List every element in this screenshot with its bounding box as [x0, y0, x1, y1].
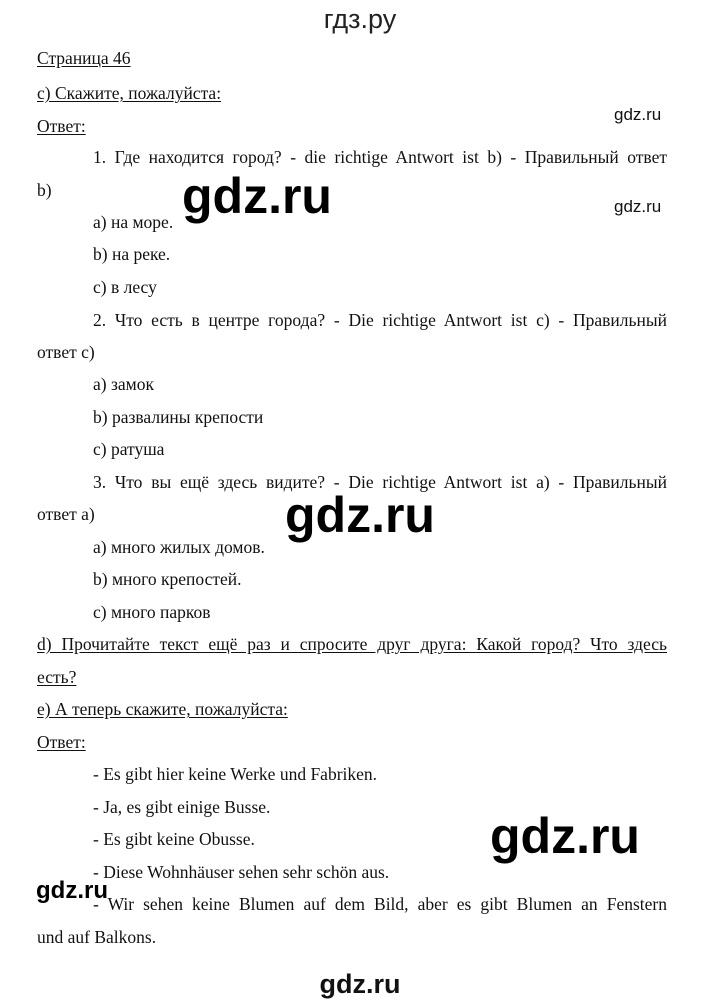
watermark-large-2: gdz.ru [285, 487, 435, 543]
q3-option-c: с) много парков [93, 602, 211, 622]
q2-option-c: с) ратуша [93, 439, 165, 459]
watermark-large-1: gdz.ru [182, 168, 332, 224]
q1-option-c: с) в лесу [93, 277, 157, 297]
answer-e-4: - Diese Wohnhäuser sehen sehr schön aus. [93, 862, 390, 882]
q1-option-a: а) на море. [93, 212, 174, 232]
answer-label-c: Ответ: [37, 116, 86, 136]
site-logo-footer[interactable]: gdz.ru [319, 969, 401, 999]
question-3: 3. Что вы ещё здесь видите? - Die richtige Antwort ist a) - Правильный [93, 472, 667, 492]
answer-e-3: - Es gibt keine Obusse. [93, 829, 255, 849]
site-logo-header[interactable]: гдз.ру [323, 4, 397, 34]
question-2-continued: ответ с) [37, 342, 95, 362]
q1-option-b: b) на реке. [93, 244, 171, 264]
q3-option-a: а) много жилых домов. [93, 537, 265, 557]
watermark-small-1: gdz.ru [614, 105, 662, 124]
watermark-small-2: gdz.ru [614, 197, 662, 216]
q2-option-a: а) замок [93, 374, 154, 394]
answer-e-5-continued: und auf Balkons. [37, 927, 157, 947]
question-2: 2. Что есть в центре города? - Die richtige Antwort ist c) - Правильный [93, 310, 667, 330]
question-3-continued: ответ а) [37, 504, 95, 524]
question-1: 1. Где находится город? - die richtige Antwort ist b) - Правильный ответ [93, 147, 667, 167]
section-c-title: с) Скажите, пожалуйста: [37, 83, 222, 103]
page-heading: Страница 46 [37, 48, 131, 68]
q2-option-b: b) развалины крепости [93, 407, 264, 427]
section-e-title: е) А теперь скажите, пожалуйста: [37, 699, 288, 719]
answer-label-e: Ответ: [37, 732, 86, 752]
section-d-title: d) Прочитайте текст ещё раз и спросите друг друга: Какой город? Что здесь [37, 634, 667, 654]
watermark-large-3: gdz.ru [490, 808, 640, 864]
answer-e-2: - Ja, es gibt einige Busse. [93, 797, 271, 817]
watermark-medium: gdz.ru [36, 877, 108, 904]
section-d-title-continued: есть? [37, 667, 77, 687]
q3-option-b: b) много крепостей. [93, 569, 242, 589]
answer-e-1: - Es gibt hier keine Werke und Fabriken. [93, 764, 378, 784]
question-1-continued: b) [37, 180, 52, 200]
answer-e-5: - Wir sehen keine Blumen auf dem Bild, aber es gibt Blumen an Fenstern [93, 894, 667, 914]
